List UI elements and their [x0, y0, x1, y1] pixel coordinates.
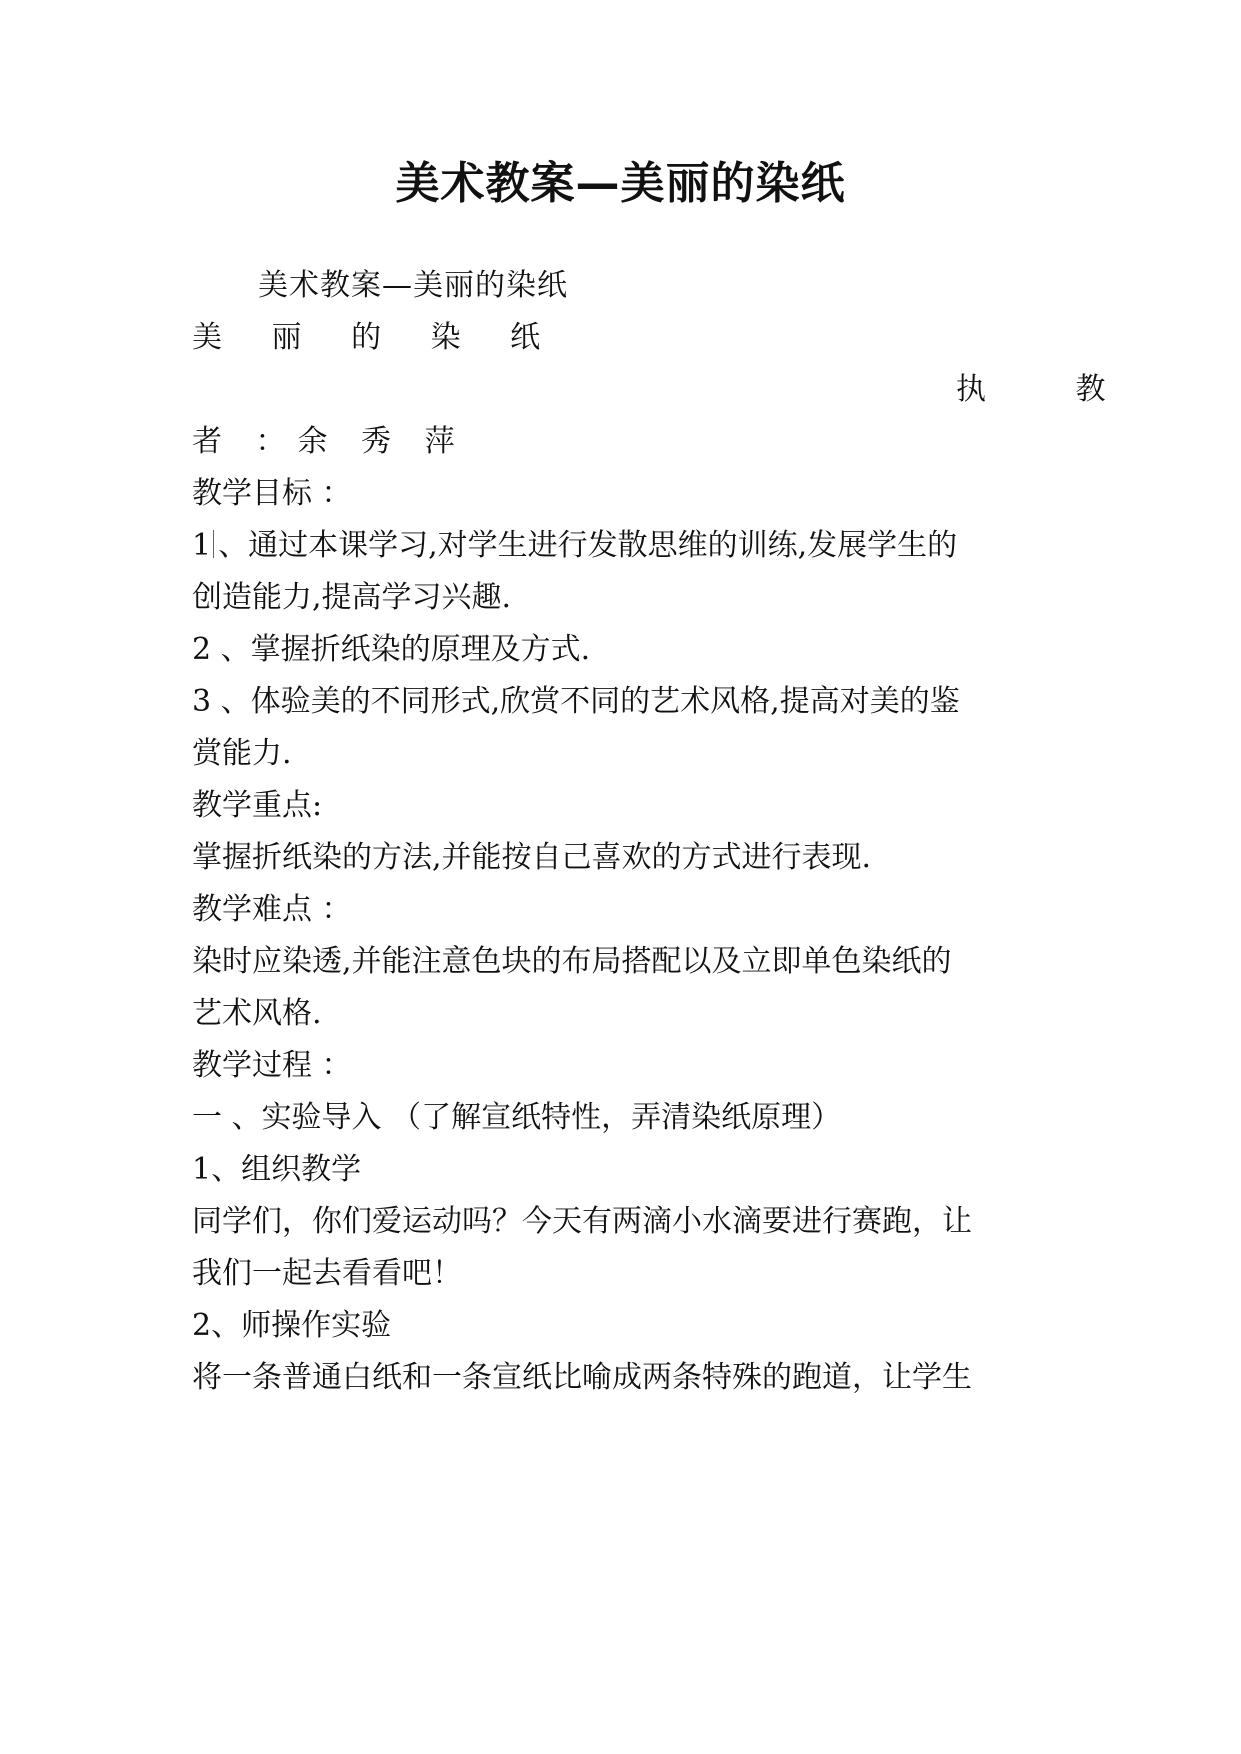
key-points-text: 掌握折纸染的方法,并能按自己喜欢的方式进行表现.: [192, 840, 872, 875]
author-label-part2: 者 ：余 秀 萍: [192, 424, 467, 459]
difficulties-heading: 教学难点 ：: [192, 892, 352, 927]
step-1-line-1: 同学们，你们爱运动吗？今天有两滴小水滴要进行赛跑，让: [192, 1204, 972, 1239]
objective-3-line-2: 赏能力.: [192, 736, 292, 771]
objective-1-line-2: 创造能力,提高学习兴趣.: [192, 580, 512, 615]
lesson-name: 美 丽 的 染 纸: [192, 320, 561, 355]
objective-1-number: 1: [192, 528, 212, 563]
objectives-heading: 教学目标 ：: [192, 476, 352, 511]
step-2-heading: 2、师操作实验: [192, 1308, 392, 1343]
objective-3-line-1: 3 、体验美的不同形式,欣赏不同的艺术风格,提高对美的鉴: [192, 684, 960, 719]
document-subtitle: 美术教案—美丽的染纸: [258, 268, 568, 303]
objective-2: 2 、掌握折纸染的原理及方式.: [192, 632, 591, 667]
section-1-heading: 一 、实验导入 （了解宣纸特性，弄清染纸原理）: [192, 1100, 842, 1135]
author-label-part1: 执 教: [956, 372, 1146, 407]
text-cursor: [213, 530, 214, 558]
objective-1-line-1: [192, 526, 957, 566]
step-1-line-2: 我们一起去看看吧！: [192, 1256, 462, 1291]
objective-1-text: 、通过本课学习,对学生进行发散思维的训练,发展学生的: [218, 528, 958, 563]
difficulties-line-2: 艺术风格.: [192, 996, 322, 1031]
document-title: 美术教案—美丽的染纸: [395, 158, 846, 209]
step-2-line-1: 将一条普通白纸和一条宣纸比喻成两条特殊的跑道，让学生: [192, 1360, 972, 1395]
step-1-heading: 1、组织教学: [192, 1152, 362, 1187]
key-points-heading: 教学重点:: [192, 788, 323, 823]
process-heading: 教学过程 ：: [192, 1048, 352, 1083]
difficulties-line-1: 染时应染透,并能注意色块的布局搭配以及立即单色染纸的: [192, 944, 952, 979]
